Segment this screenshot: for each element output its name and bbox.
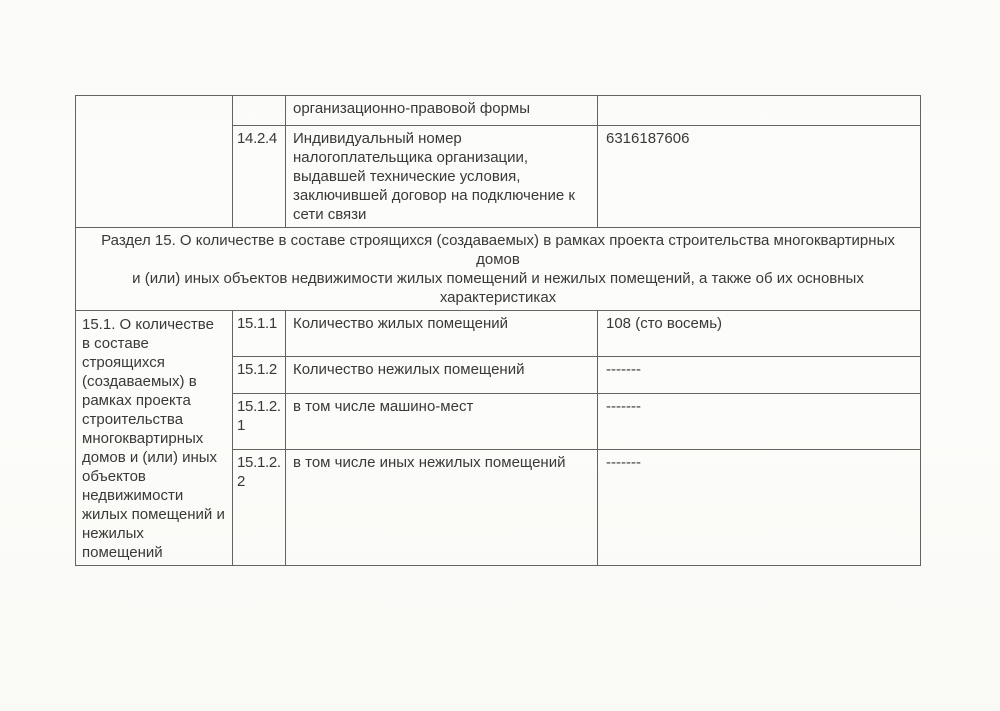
declaration-table [75,95,921,566]
row-14-2-4-label: Индивидуальный номер налогоплательщика организации, выдавшей технические условия, заключившей договор на подключение к сети связи [286,126,598,228]
row-15-1-2-label: Количество нежилых помещений [286,356,598,393]
row-15-1-2-2-label: в том числе иных нежилых помещений [286,450,598,566]
section-15-header-line-1: Раздел 15. О количестве в составе строящихся (создаваемых) в рамках проекта строительства многоквартирных домов [101,232,895,268]
row-15-1-2-1-label: в том числе машино-мест [286,393,598,450]
row-15-1-2-2-value: ------- [598,450,921,566]
table-row [76,96,921,126]
row-15-1-2-1-value: ------- [598,393,921,450]
row-15-1-2-value: ------- [598,356,921,393]
continued-row-value-empty [598,96,921,126]
row-15-1-1-label: Количество жилых помещений [286,311,598,357]
continued-row-label: организационно-правовой формы [286,96,598,126]
row-15-1-1-value: 108 (сто восемь) [598,311,921,357]
row-number-cell-empty [233,96,286,126]
row-14-2-4-number: 14.2.4 [233,126,286,228]
row-14-2-4-value: 6316187606 [598,126,921,228]
section-15-1-left-descriptor: 15.1. О количестве в составе строящихся (создаваемых) в рамках проекта строительства многоквартирных домов и (или) иных объектов недвижимости жилых помещений и нежилых помещений [76,311,233,566]
row-15-1-2-number: 15.1.2 [233,356,286,393]
table-row [76,311,921,357]
section-15-header-line-2: и (или) иных объектов недвижимости жилых помещений и нежилых помещений, а также об их основных характеристиках [132,270,864,306]
row-15-1-2-1-number: 15.1.2.1 [233,393,286,450]
section-15-header [76,228,921,311]
row-15-1-1-number: 15.1.1 [233,311,286,357]
row-15-1-2-2-number: 15.1.2.2 [233,450,286,566]
section-header-row [76,228,921,311]
left-descriptor-cell-empty [76,96,233,228]
